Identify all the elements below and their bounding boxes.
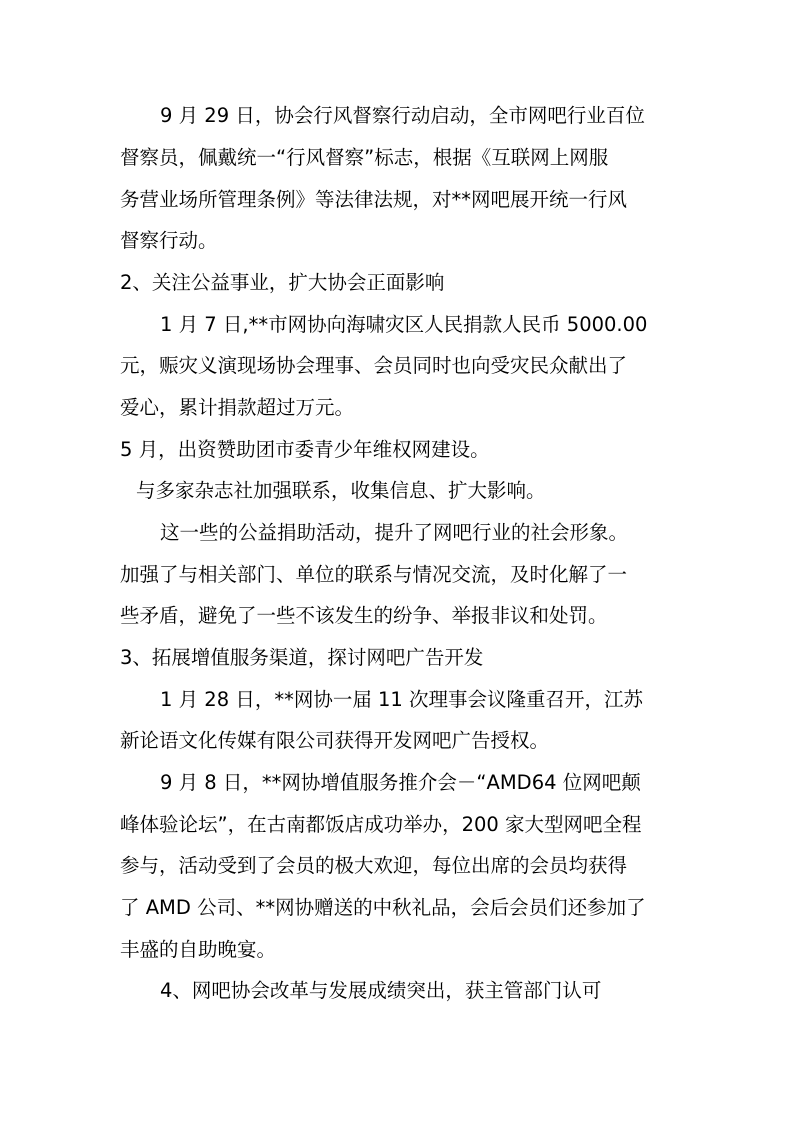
paragraph-line: 峰体验论坛”，在古南都饭店成功举办，200 家大型网吧全程 bbox=[120, 813, 642, 836]
paragraph-line: 这一些的公益捐助活动，提升了网吧行业的社会形象。 bbox=[160, 521, 629, 544]
paragraph-line: 5 月，出资赞助团市委青少年维权网建设。 bbox=[120, 438, 490, 461]
paragraph-line: 爱心，累计捐款超过万元。 bbox=[120, 396, 355, 419]
paragraph-line: 新论语文化传媒有限公司获得开发网吧广告授权。 bbox=[120, 729, 550, 752]
paragraph-line: 丰盛的自助晚宴。 bbox=[120, 938, 277, 961]
paragraph-line: 参与，活动受到了会员的极大欢迎，每位出席的会员均获得 bbox=[120, 854, 628, 877]
paragraph-line: 与多家杂志社加强联系，收集信息、扩大影响。 bbox=[136, 479, 546, 502]
paragraph-line: 9 月 8 日，**网协增值服务推介会－“AMD64 位网吧颠 bbox=[160, 771, 641, 794]
section-heading: 4、网吧协会改革与发展成绩突出，获主管部门认可 bbox=[160, 979, 602, 1002]
paragraph-line: 务营业场所管理条例》等法律法规，对**网吧展开统一行风 bbox=[120, 188, 628, 211]
section-heading: 2、关注公益事业，扩大协会正面影响 bbox=[120, 271, 445, 294]
paragraph-line: 1 月 7 日,**市网协向海啸灾区人民捐款人民币 5000.00 bbox=[160, 313, 648, 336]
paragraph-line: 元，赈灾义演现场协会理事、会员同时也向受灾民众献出了 bbox=[120, 354, 628, 377]
paragraph-line: 了 AMD 公司、**网协赠送的中秋礼品，会后会员们还参加了 bbox=[120, 896, 646, 919]
section-heading: 3、拓展增值服务渠道，探讨网吧广告开发 bbox=[120, 646, 484, 669]
paragraph-line: 督察员，佩戴统一“行风督察”标志，根据《互联网上网服 bbox=[120, 146, 609, 169]
paragraph-line: 1 月 28 日，**网协一届 11 次理事会议隆重召开，江苏 bbox=[160, 688, 644, 711]
paragraph-line: 督察行动。 bbox=[120, 229, 218, 252]
paragraph-line: 9 月 29 日，协会行风督察行动启动，全市网吧行业百位 bbox=[160, 104, 645, 127]
paragraph-line: 些矛盾，避免了一些不该发生的纷争、举报非议和处罚。 bbox=[120, 604, 608, 627]
paragraph-line: 加强了与相关部门、单位的联系与情况交流，及时化解了一 bbox=[120, 563, 628, 586]
